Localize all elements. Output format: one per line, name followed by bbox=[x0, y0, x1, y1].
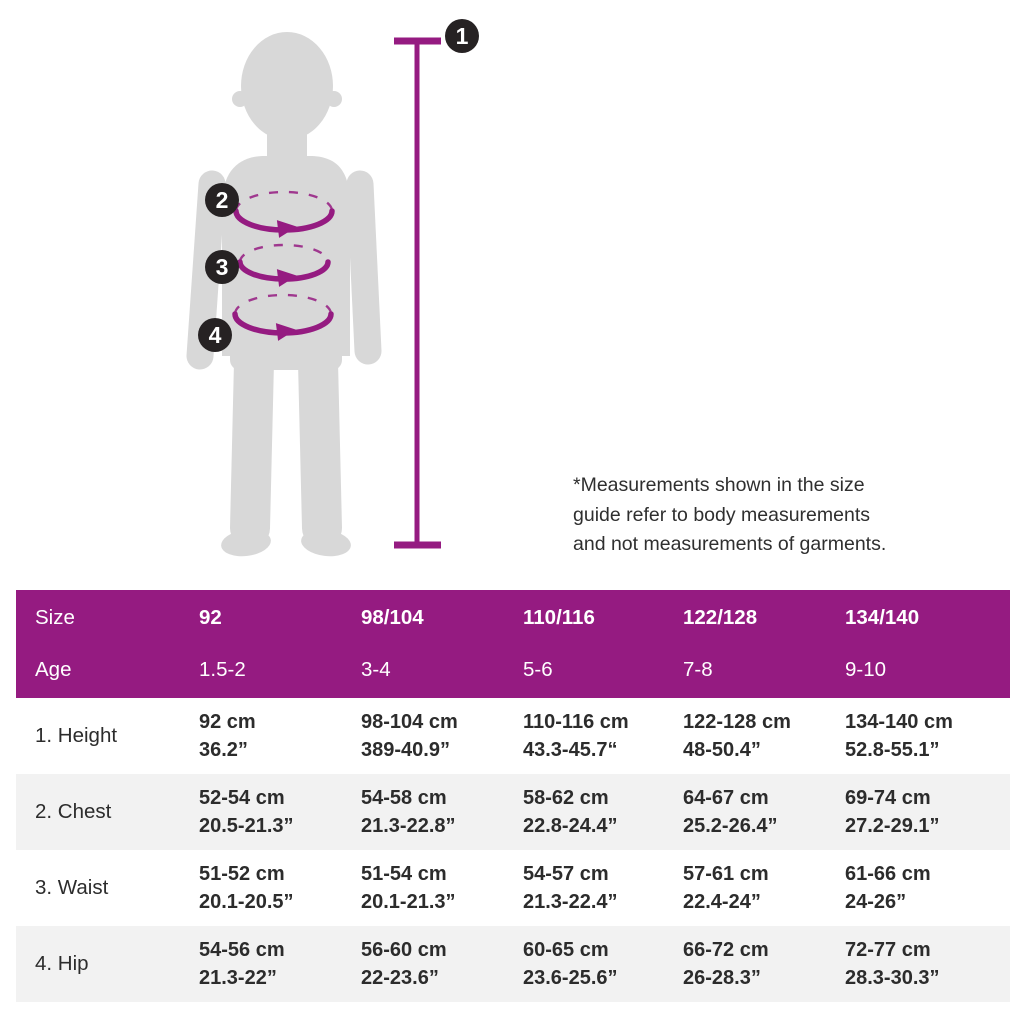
marker-2-label: 2 bbox=[215, 187, 229, 213]
disclaimer-line-3: and not measurements of garments. bbox=[573, 533, 887, 555]
measurement-cm: 61-66 cm bbox=[845, 862, 931, 885]
marker-1 bbox=[445, 19, 479, 53]
measurement-cm: 64-67 cm bbox=[683, 786, 769, 809]
row-label: 4. Hip bbox=[35, 952, 89, 975]
age-header-row bbox=[16, 644, 1010, 696]
marker-4-label: 4 bbox=[208, 322, 222, 348]
leg-right bbox=[318, 362, 322, 528]
age-col-2: 3-4 bbox=[361, 658, 391, 681]
waist-cell-134-140 bbox=[845, 860, 1010, 917]
measurement-cm: 98-104 cm bbox=[361, 710, 458, 733]
measurement-cm: 92 cm bbox=[199, 710, 256, 733]
height-cell-134-140 bbox=[845, 708, 1010, 765]
measurement-cm: 51-54 cm bbox=[361, 862, 447, 885]
marker-3 bbox=[205, 250, 239, 284]
size-col-1: 92 bbox=[199, 606, 222, 629]
age-col-5: 9-10 bbox=[845, 658, 887, 681]
height-cell-92 bbox=[199, 708, 361, 765]
measurement-in: 28.3-30.3” bbox=[845, 967, 940, 989]
measurement-cm: 54-57 cm bbox=[523, 862, 609, 885]
disclaimer-line-2: guide refer to body measurements bbox=[573, 503, 870, 526]
waist-cell-110-116 bbox=[523, 860, 683, 917]
size-header-label: Size bbox=[35, 606, 75, 629]
table-row-height bbox=[16, 698, 1010, 774]
measurement-in: 36.2” bbox=[199, 739, 248, 761]
measurement-in: 22.8-24.4” bbox=[523, 815, 618, 837]
row-label: 3. Waist bbox=[35, 876, 109, 899]
marker-2 bbox=[205, 183, 239, 217]
table-row-hip bbox=[16, 926, 1010, 1002]
measurement-in: 26-28.3” bbox=[683, 967, 761, 989]
table-header bbox=[16, 590, 1010, 698]
waist-cell-122-128 bbox=[683, 860, 845, 917]
leg-left bbox=[250, 362, 254, 528]
ear-right bbox=[326, 91, 342, 107]
measurement-in: 52.8-55.1” bbox=[845, 739, 940, 761]
measurement-in: 24-26” bbox=[845, 891, 907, 913]
row-label: 1. Height bbox=[35, 724, 118, 747]
size-col-2: 98/104 bbox=[361, 606, 424, 629]
ear-left bbox=[232, 91, 248, 107]
hip-cell-134-140 bbox=[845, 936, 1010, 993]
height-measure-line bbox=[394, 41, 441, 545]
age-header-label: Age bbox=[35, 658, 72, 681]
height-cell-122-128 bbox=[683, 708, 845, 765]
measurement-cm: 134-140 cm bbox=[845, 710, 953, 733]
measurement-in: 43.3-45.7“ bbox=[523, 739, 618, 761]
measurement-in: 21.3-22.8” bbox=[361, 815, 456, 837]
measurement-in: 27.2-29.1” bbox=[845, 815, 940, 837]
measurement-in: 389-40.9” bbox=[361, 739, 450, 761]
age-col-3: 5-6 bbox=[523, 658, 553, 681]
child-silhouette bbox=[200, 32, 368, 559]
chest-cell-134-140 bbox=[845, 784, 1010, 841]
size-col-3: 110/116 bbox=[523, 606, 595, 629]
measurement-cm: 51-52 cm bbox=[199, 862, 285, 885]
measurement-in: 21.3-22.4” bbox=[523, 891, 618, 913]
chest-cell-98-104 bbox=[361, 784, 523, 841]
measurement-cm: 52-54 cm bbox=[199, 786, 285, 809]
waist-cell-92 bbox=[199, 860, 361, 917]
measurement-in: 23.6-25.6” bbox=[523, 967, 618, 989]
hip-cell-98-104 bbox=[361, 936, 523, 993]
chest-cell-122-128 bbox=[683, 784, 845, 841]
measurement-in: 20.1-20.5” bbox=[199, 891, 294, 913]
measurement-in: 20.5-21.3” bbox=[199, 815, 294, 837]
measurement-cm: 110-116 cm bbox=[523, 710, 629, 733]
hip-cell-110-116 bbox=[523, 936, 683, 993]
marker-3-label: 3 bbox=[215, 254, 229, 280]
size-col-4: 122/128 bbox=[683, 606, 758, 629]
age-col-4: 7-8 bbox=[683, 658, 713, 681]
measurement-cm: 66-72 cm bbox=[683, 938, 769, 961]
height-cell-98-104 bbox=[361, 708, 523, 765]
marker-1-label: 1 bbox=[455, 23, 469, 49]
measurement-in: 22-23.6” bbox=[361, 967, 439, 989]
arm-right bbox=[360, 184, 368, 351]
chest-cell-110-116 bbox=[523, 784, 683, 841]
size-table bbox=[16, 590, 1010, 1002]
measurement-cm: 54-58 cm bbox=[361, 786, 447, 809]
hip-cell-92 bbox=[199, 936, 361, 993]
measurement-cm: 122-128 cm bbox=[683, 710, 791, 733]
table-row-chest bbox=[16, 774, 1010, 850]
measurement-cm: 69-74 cm bbox=[845, 786, 931, 809]
table-row-waist bbox=[16, 850, 1010, 926]
age-col-1: 1.5-2 bbox=[199, 658, 246, 681]
measurement-cm: 57-61 cm bbox=[683, 862, 769, 885]
measurement-in: 22.4-24” bbox=[683, 891, 761, 913]
measurement-cm: 58-62 cm bbox=[523, 786, 609, 809]
size-col-5: 134/140 bbox=[845, 606, 920, 629]
height-cell-110-116 bbox=[523, 708, 683, 765]
measurement-in: 48-50.4” bbox=[683, 739, 761, 761]
size-header-row bbox=[16, 592, 1010, 644]
hip-cell-122-128 bbox=[683, 936, 845, 993]
measurement-cm: 56-60 cm bbox=[361, 938, 447, 961]
measurement-in: 25.2-26.4” bbox=[683, 815, 778, 837]
measurement-in: 20.1-21.3” bbox=[361, 891, 456, 913]
disclaimer-line-1: *Measurements shown in the size bbox=[573, 474, 865, 496]
marker-4 bbox=[198, 318, 232, 352]
disclaimer-note bbox=[573, 471, 973, 560]
chest-cell-92 bbox=[199, 784, 361, 841]
measurement-cm: 72-77 cm bbox=[845, 938, 931, 961]
waist-cell-98-104 bbox=[361, 860, 523, 917]
measurement-in: 21.3-22” bbox=[199, 967, 277, 989]
measurement-cm: 54-56 cm bbox=[199, 938, 285, 961]
row-label: 2. Chest bbox=[35, 800, 112, 823]
measurement-cm: 60-65 cm bbox=[523, 938, 609, 961]
